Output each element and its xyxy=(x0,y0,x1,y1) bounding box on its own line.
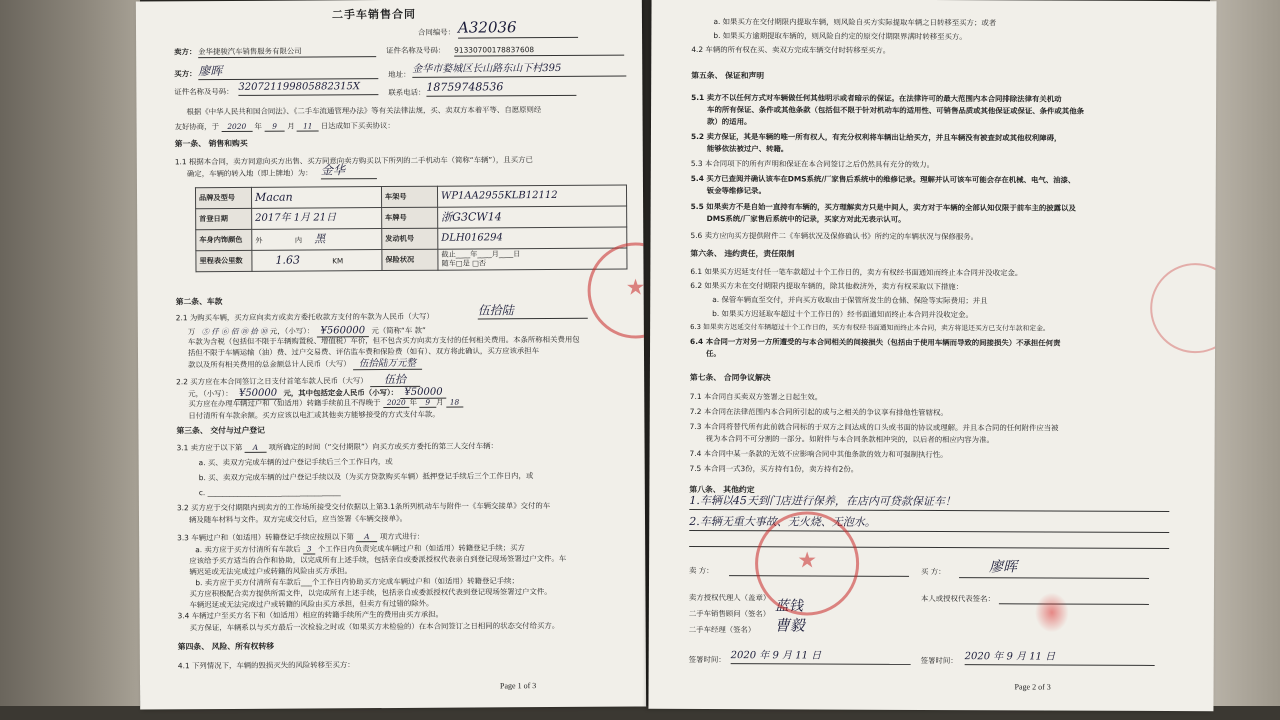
clause-3-3-a-line-2: 应该给予买方适当的合作和协助，以完成所有上述手续，包括亲自或委派授权代表亲自到登记现场签署过户文件。车 xyxy=(189,553,567,566)
clause-3-3 xyxy=(177,532,424,543)
section-7-heading: 第七条、 合同争议解决 xyxy=(689,372,771,383)
color-exterior-label: 外 xyxy=(255,235,263,245)
pay-year: 2020 xyxy=(383,398,410,408)
clause-3-1-text-a: 3.1 卖方应于以下第 xyxy=(176,442,243,453)
buyer-address: 金华市婺城区长山路东山下村395 xyxy=(412,62,626,78)
clause-6-4-line-1: 6.4 本合同一方对另一方所遭受的与本合同相关的间接损失（包括由于使用车辆而导致的间接损失）不承担任何责 xyxy=(690,336,1061,348)
intro-month: 9 xyxy=(264,122,285,132)
clause-6-4-line-2: 任。 xyxy=(705,349,721,359)
buyer-sign-time-label: 签署时间： xyxy=(920,655,958,666)
seal-star-icon-2: ★ xyxy=(797,548,818,574)
clause-3-4-warranty: 买方保证，车辆系以与买方最后一次检验之时或（如果买方未检验的）在本合同签订之日相同的状态交付给买方。 xyxy=(189,620,560,633)
clause-3-1-b: b. 买、卖双方完成车辆的过户登记手续以及（为买方贷款购买车辆）抵押登记手续后三个工作日内，或 xyxy=(198,471,534,483)
total-big: 伍拾陆万元整 xyxy=(353,358,422,370)
mileage-value: 1.63 xyxy=(275,253,300,267)
intro-text-d: 日达成如下买卖协议： xyxy=(320,120,395,131)
buyer-label: 买方： xyxy=(174,69,197,79)
clause-4-1: 4.1 下列情况下，车辆的毁损灭失的风险转移至买方： xyxy=(177,660,355,671)
clause-3-2-line-2: 辆及随车材料与文件。双方完成交付后，应当签署《车辆交接单》。 xyxy=(188,513,408,525)
seller-name: 金华捷骏汽车销售服务有限公司 xyxy=(198,46,376,58)
clause-7-5: 7.5 本合同一式3份，买方持有1份，卖方持有2份。 xyxy=(689,463,859,474)
clause-2-1-line-3: 车款为含税（包括但不限于车辆购置税、增值税）车价，但不包含买方向卖方支付的任何相关费用。本条所称相关费用包 xyxy=(187,334,580,347)
frame-value: WP1AA2955KLB12112 xyxy=(437,185,626,207)
amount-small-label: 元，（小写）： xyxy=(269,326,315,336)
clause-3-3-a-text-b: 个工作日内负责完成车辆过户和（如适用）转籍登记手续；买方 xyxy=(317,543,525,554)
clause-3-1-c: c. ____________________________________ xyxy=(198,487,341,498)
clause-3-4: 3.4 车辆过户至买方名下和（如适用）相应的转籍手续所产生的费用由买方承担。 xyxy=(177,609,444,621)
clause-3-3-a-line-3: 辆迟延或无法完成过户或转籍的风险由买方承担。 xyxy=(189,566,352,577)
clause-7-2: 7.2 本合同在法律范围内本合同所引起的或与之相关的争议享有排他性管辖权。 xyxy=(689,406,948,418)
clause-7-3-line-2: 视为本合同不可分割的一部分。如附件与本合同条款相冲突的，以后者的相应内容为准。 xyxy=(705,434,994,445)
clause-3-1 xyxy=(177,441,498,453)
consultant-label: 二手车销售顾问（签名） xyxy=(688,608,771,619)
intro-line-2 xyxy=(175,121,395,132)
other-agreement-1: 1.车辆以45天到门店进行保养，在店内可贷款保证车！ xyxy=(689,494,1169,512)
clause-3-3-days: 3 xyxy=(303,544,316,554)
clause-3-3-a-line-1 xyxy=(195,543,525,555)
plate-label: 车牌号 xyxy=(382,207,438,228)
clause-3-2-line-1: 3.2 买方应于交付期限内到卖方的工作场所接受交付依据以上第3.1条所列机动车与附件一《车辆交接单》交付的车 xyxy=(176,501,551,513)
vehicle-info-table xyxy=(195,185,628,273)
clause-7-3-line-1: 7.3 本合同将替代所有此前就合同标的于双方之间达成的口头或书面的协议或理解。并且本合同的任何附件应当被 xyxy=(689,421,1059,433)
desk-background-left xyxy=(0,0,140,720)
deposit-value: ¥50000 xyxy=(400,387,446,399)
buyer-rep-label: 本人或授权代表签名： xyxy=(920,593,995,604)
clause-5-1-line-2: 车的所有保证、条件或其他条款（包括但不限于针对机动车的适用性、可销售品质或其他保证或保证、条件或其他条 xyxy=(707,105,1085,116)
color-label: 车身内饰颜色 xyxy=(196,229,252,250)
clause-5-2-line-2: 能够依法被过户、转籍。 xyxy=(706,144,789,154)
first-pay-label: 2.2 买方应在本合同签订之日支付首笔车款人民币（大写） xyxy=(176,376,368,387)
seal-star-icon: ★ xyxy=(625,275,646,301)
amount-note: 元（简称“车 款” xyxy=(371,325,426,336)
amount-big: 伍拾陆 xyxy=(478,302,588,320)
section-3-heading: 第三条、 交付与过户登记 xyxy=(176,425,265,436)
first-reg-label: 首登日期 xyxy=(196,208,252,229)
page-1-footer: Page 1 of 3 xyxy=(500,681,537,691)
clause-2-2-line-3: 买方应在办理车辆过户和（如适用）转籍手续前且不得晚于 2020 年 9 月 18 xyxy=(188,398,463,410)
clause-3-3-b-line-1: b. 卖方应于买方付清所有车款后___个工作日内协助买方完成车辆过户和（如适用）转籍登记手续； xyxy=(195,576,519,588)
seller-sign-time-label: 签署时间： xyxy=(688,654,726,665)
seller-license-label: 证件名称及号码： xyxy=(386,45,446,56)
section-6-heading: 第六条、 违约责任，责任限制 xyxy=(690,248,795,259)
color-value: 黑 xyxy=(314,231,326,246)
clause-5-1-line-1: 5.1 卖方不以任何方式对车辆做任何其他明示或者暗示的保证。在法律许可的最大范围内本合同排除法律有关机动 xyxy=(691,92,1062,104)
clause-6-2-a: a. 保管车辆直至交付，并向买方收取由于保管所发生的仓储、保险等实际费用；并且 xyxy=(712,295,988,306)
mileage-cell xyxy=(252,250,382,272)
clause-3-1-a: a. 买、卖双方完成车辆的过户登记手续后三个工作日内，或 xyxy=(198,456,393,468)
contract-page-1 xyxy=(136,0,646,710)
clause-5-6: 5.6 卖方应向买方提供附件二《车辆状况及保修确认书》所约定的车辆状况与保修服务。 xyxy=(690,230,979,242)
buyer-sign-date: 2020 年 9 月 11 日 xyxy=(965,650,1155,665)
insurance-line-1: 截止____年____月____日 xyxy=(441,249,521,260)
intro-text-c: 月 xyxy=(287,121,295,131)
pay-day: 18 xyxy=(446,398,463,408)
clause-6-3: 6.3 如果卖方迟延交付车辆超过十个工作日的，买方有权经书面通知而终止本合同，卖方将退还买方已支付车款和定金。 xyxy=(690,322,1050,333)
total-label: 款以及所有相关费用的总金额总计人民币（大写） xyxy=(188,359,351,370)
brand-value: Macan xyxy=(251,187,381,209)
section-1-heading: 第一条、 销售和购买 xyxy=(174,138,248,149)
manager-label: 二手车经理（签名） xyxy=(688,624,756,635)
intro-day: 11 xyxy=(297,121,318,131)
seller-signature-label: 卖 方： xyxy=(689,565,714,576)
engine-label: 发动机号 xyxy=(382,228,438,249)
clause-5-4-line-1: 5.4 买方已查阅并确认该车在DMS系统/厂家售后系统中的维修记录。理解并认可该车可能会存在机械、电气、油漆、 xyxy=(690,173,1076,185)
section-2-heading: 第二条、车款 xyxy=(175,297,223,307)
first-reg-value: 2017年 1月 21日 xyxy=(252,208,382,230)
seller-rep-label: 卖方授权代理人（盖章） xyxy=(688,592,771,603)
clause-6-2-b: b. 如果买方迟延取车超过十个工作日的）经书面通知而终止本合同并没收定金。 xyxy=(712,309,973,320)
clause-4-2: 4.2 车辆的所有权在买、卖双方完成车辆交付时转移至买方。 xyxy=(691,44,891,55)
clause-5-4-line-2: 钣金等维修记录。 xyxy=(706,186,766,196)
clause-4-1-b: b. 如果买方逾期提取车辆的，则风险自约定的原交付期限界满时转移至买方。 xyxy=(713,31,967,42)
buyer-rep-line xyxy=(999,596,1149,605)
clause-7-1: 7.1 本合同自买卖双方签署之日起生效。 xyxy=(689,391,823,402)
clause-7-4: 7.4 本合同中某一条款的无效不应影响合同中其他条款的效力和可强制执行性。 xyxy=(689,448,948,460)
clause-2-1-line-4: 括但不限于车辆运输（油）费、过户交易费、评估监车费和保险费（如有）、双方将此确认，买方应该承担车 xyxy=(187,346,540,358)
company-seal-2 xyxy=(755,511,859,615)
buyer-name: 廖晖 xyxy=(198,62,378,80)
clause-5-5-line-1: 5.5 如果卖方不是自始一直持有车辆的，买方理解卖方只是中间人，卖方对于车辆的全部认知仅限于前车主的披露以及 xyxy=(690,201,1076,213)
phone-label: 联系电话： xyxy=(388,87,426,98)
manager-signature: 曹毅 xyxy=(774,616,805,635)
intro-text-a: 友好协商，于 xyxy=(174,122,219,132)
clause-5-1-line-3: 款）的适用。 xyxy=(706,117,752,127)
desk-background-right xyxy=(1210,0,1280,720)
contract-title: 二手车销售合同 xyxy=(331,7,416,22)
buyer-id-label: 证件名称及号码： xyxy=(174,86,234,97)
clause-3-1-text-b: 项所确定的时间（“交付期限”）向买方或买方委托的第三人交付车辆： xyxy=(268,441,498,452)
fingerprint-mark xyxy=(1035,592,1069,632)
first-pay-big: 伍拾 xyxy=(370,373,420,387)
mileage-unit: KM xyxy=(332,255,344,265)
page-2-footer: Page 2 of 3 xyxy=(1014,682,1051,692)
clause-3-1-option: A xyxy=(245,443,266,453)
clause-3-3-b-line-3: 车辆迟延或无法完成过户或转籍的风险由买方承担，但卖方有过错的除外。 xyxy=(189,598,434,610)
buyer-signature: 廖晖 xyxy=(989,559,1018,576)
pay-month: 9 xyxy=(419,398,436,408)
buyer-signature-line xyxy=(959,572,1149,579)
plate-place: 金华 xyxy=(321,162,377,180)
clause-6-2: 6.2 如果买方未在交付期限内提取车辆的，除其他救济外，卖方有权采取以下措施： xyxy=(690,280,964,292)
amount-digits: ⑤ 仟 ⑥ 佰 ⑩ 拾 ⑩ xyxy=(201,326,268,337)
clause-3-3-a-text: a. 卖方应于买方付清所有车款后 xyxy=(195,544,301,555)
intro-line-1: 根据《中华人民共和国合同法》、《二手车流通管理办法》等有关法律法规，买、卖双方本着平等、自愿原则经 xyxy=(186,105,542,117)
insurance-line-2: 随车□是 □否 xyxy=(441,258,487,268)
clause-5-2-line-1: 5.2 卖方保证，其是车辆的唯一所有权人，有充分权利将车辆出让给买方，并且车辆没有被查封或其他权利障碍， xyxy=(690,131,1062,143)
seller-license: 91330700178837608 xyxy=(454,45,624,57)
buyer-phone: 18759748536 xyxy=(426,80,576,97)
plate-value: 浙G3CW14 xyxy=(438,206,627,228)
amount-small: ¥560000 xyxy=(316,325,369,337)
color-interior-label: 内 xyxy=(294,235,303,245)
amount-unit-wan: 万 xyxy=(187,327,196,337)
clause-2-1-line-5 xyxy=(188,358,422,372)
deposit-label: 元，其中包括定金人民币（小写）： xyxy=(283,387,399,398)
brand-label: 品牌及型号 xyxy=(195,187,251,208)
clause-5-5-line-2: DMS系统/厂家售后系统中的记录，买家方对此无表示认可。 xyxy=(706,214,906,224)
color-cell xyxy=(252,229,382,251)
seller-label: 卖方： xyxy=(174,47,197,57)
clause-1-1-line-1: 1.1 根据本合同，卖方同意向买方出售、买方同意向卖方购买以下所列的二手机动车（简称“车辆”），且买方已 xyxy=(174,155,533,167)
clause-1-1-line-2: 确定，车辆的转入地（即上牌地）为： xyxy=(186,168,313,179)
section-5-heading: 第五条、 保证和声明 xyxy=(691,70,765,81)
engine-value: DLH016294 xyxy=(438,227,627,249)
intro-year: 2020 xyxy=(221,122,252,132)
address-label: 地址： xyxy=(388,69,411,80)
intro-text-b: 年 xyxy=(254,121,262,131)
clause-2-1-line-1: 2.1 为购买车辆，买方应向卖方或卖方委托收款方支付的车款为人民币（大写） xyxy=(175,311,434,323)
clause-3-3-b-line-2: 买方应积极配合卖方提供所需文件，以完成所有上述手续，包括亲自或委派授权代表到登记现场签署过户文件。 xyxy=(189,587,552,599)
clause-3-3-text-a: 3.3 车辆过户和（如适用）转籍登记手续应按照以下第 xyxy=(177,532,354,543)
first-pay-small-label: 元，（小写）： xyxy=(188,388,233,399)
insurance-label: 保险状况 xyxy=(382,249,438,270)
contract-number-label: 合同编号： xyxy=(418,27,456,37)
clause-4-1-a: a. 如果买方在交付期限内提取车辆，则风险自买方实际提取车辆之日转移至买方；或者 xyxy=(713,17,997,28)
contract-page-2 xyxy=(648,0,1216,711)
section-4-heading: 第四条、 风险、所有权转移 xyxy=(177,641,275,652)
pay-deadline-label: 买方应在办理车辆过户和（如适用）转籍手续前且不得晚于 xyxy=(188,398,381,409)
clause-5-3: 5.3 本合同项下的所有声明和保证在本合同签订之后仍然具有充分的效力。 xyxy=(690,158,935,170)
company-seal-partial xyxy=(1150,263,1217,353)
clause-2-2-line-4: 日付清所有车款余额。买方应该以电汇或其他卖方能够接受的方式支付车款。 xyxy=(188,409,440,421)
mileage-label: 里程表公里数 xyxy=(196,250,252,271)
frame-label: 车架号 xyxy=(381,186,437,207)
consultant-signature: 蓝钱 xyxy=(774,598,803,615)
seller-sign-date: 2020 年 9 月 11 日 xyxy=(731,649,911,664)
buyer-id: 320721199805882315X xyxy=(238,80,378,95)
clause-3-3-text-b: 项方式进行： xyxy=(379,531,425,542)
clause-3-3-option: A xyxy=(356,532,377,542)
contract-number: A32036 xyxy=(458,17,578,39)
section-8-heading: 第八条、 其他约定 xyxy=(689,484,755,495)
buyer-signature-label: 买 方： xyxy=(921,566,946,577)
other-agreement-2: 2.车辆无重大事故、无火烧、无泡水。 xyxy=(689,515,1169,533)
first-pay-small: ¥50000 xyxy=(235,388,281,400)
clause-6-1: 6.1 如果买方迟延支付任一笔车款超过十个工作日的，卖方有权经书面通知而终止本合同并没收定金。 xyxy=(690,266,1023,278)
